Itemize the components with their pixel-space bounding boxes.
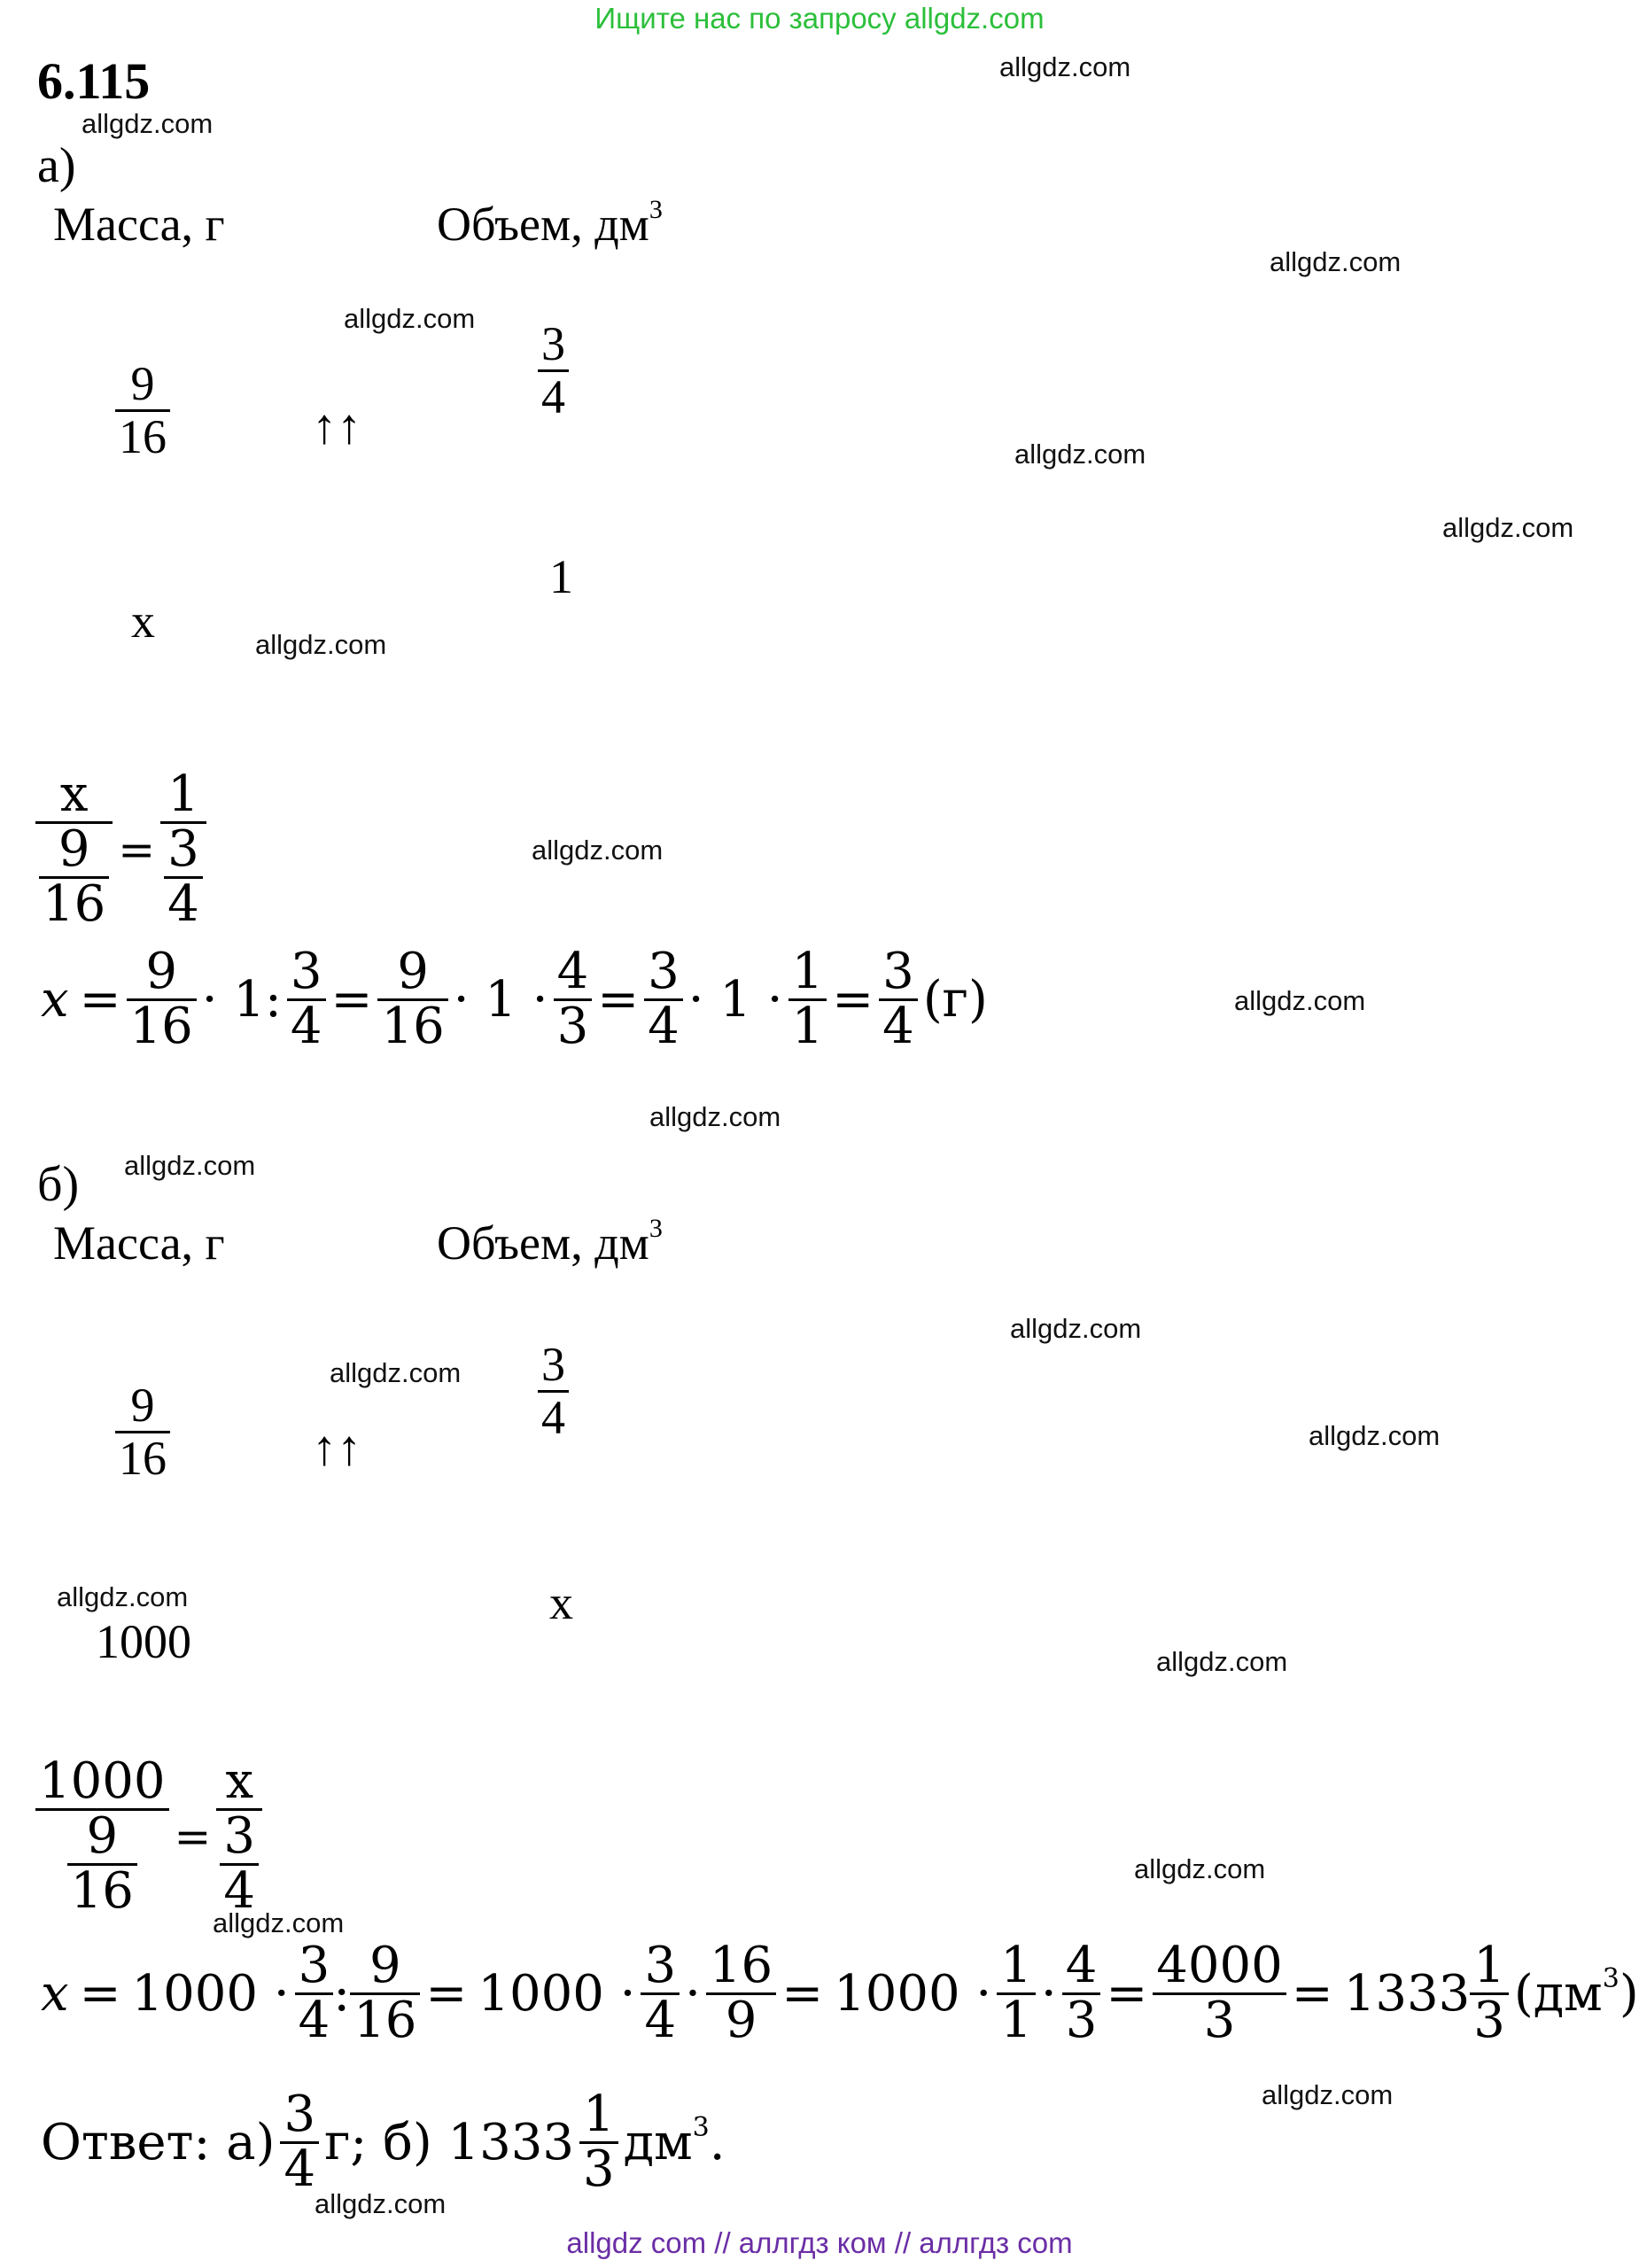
watermark: allgdz.com [344,303,476,334]
watermark: allgdz.com [532,835,664,866]
watermark: allgdz.com [1010,1313,1142,1344]
watermark: allgdz.com [1134,1853,1266,1884]
watermark: allgdz.com [1442,512,1574,543]
part-a-volume-second: 1 [549,550,573,603]
watermark: allgdz.com [1309,1420,1441,1451]
answer-line: Ответ: а) $\frac{3}{4}$ г; б) 1333 $\frac{1}{3}$ $дм^3$. [41,2085,726,2198]
part-a-volume-header: Объем, $дм^3$ [437,195,663,251]
watermark: allgdz.com [82,108,214,139]
part-a-volume-value: $\frac{3}{4}$ [538,319,569,422]
watermark: allgdz.com [1234,985,1366,1016]
part-a-proportion: $\frac{x}{\frac{9}{16}}$ = $\frac{1}{\frac{3}{4}}$ [35,769,206,930]
part-a-solution: x = $\frac{9}{16}$ · 1: $\frac{3}{4}$ = $\frac{9}{16}$ · 1 · $\frac{4}{3}$ = $\frac{3}{4}$ · 1 · $\frac{1}{1}$ = $\frac{3}{4}$ (г) [41,943,988,1055]
part-a-label: а) [37,138,76,193]
footer-links[interactable]: allgdz com // аллгдз ком // аллгдз com [566,2226,1073,2259]
part-b-volume-unknown: x [549,1576,573,1629]
part-b-volume-value: $\frac{3}{4}$ [538,1340,569,1442]
problem-number: 6.115 [37,52,151,110]
watermark: allgdz.com [124,1150,256,1181]
watermark: allgdz.com [57,1581,189,1612]
part-b-mass-second: 1000 [96,1615,191,1668]
watermark: allgdz.com [999,51,1131,82]
part-a-mass-value: $\frac{9}{16}$ [115,359,170,462]
watermark: allgdz.com [213,1907,345,1938]
part-b-solution: x = 1000 · $\frac{3}{4}$ : $\frac{9}{16}$ = 1000 · $\frac{3}{4}$ · $\frac{16}{9}$ = 1000 · $\frac{1}{1}$ · $\frac{4}{3}$ = $\frac{4000}{3}$ = 1333 $\frac{1}{3}$ $(дм^3)$ [41,1937,1639,2049]
header-link[interactable]: Ищите нас по запросу allgdz.com [594,2,1045,35]
watermark: allgdz.com [1262,2079,1394,2110]
watermark: allgdz.com [255,629,387,660]
part-b-mass-header: Масса, г [53,1216,225,1270]
part-a-mass-unknown: x [131,594,155,648]
part-b-proportion: $\frac{1000}{\frac{9}{16}}$ = $\frac{x}{\frac{3}{4}}$ [35,1756,262,1917]
watermark: allgdz.com [1014,439,1146,470]
watermark: allgdz.com [1270,246,1402,277]
direct-proportion-arrows: ↑↑ [312,400,361,454]
watermark: allgdz.com [315,2188,447,2219]
part-b-mass-value: $\frac{9}{16}$ [115,1380,170,1483]
watermark: allgdz.com [330,1357,462,1388]
direct-proportion-arrows: ↑↑ [312,1421,361,1476]
part-b-volume-header: Объем, $дм^3$ [437,1214,663,1270]
part-b-label: б) [37,1157,80,1212]
watermark: allgdz.com [1156,1646,1288,1677]
part-a-mass-header: Масса, г [53,198,225,251]
watermark: allgdz.com [649,1101,781,1132]
